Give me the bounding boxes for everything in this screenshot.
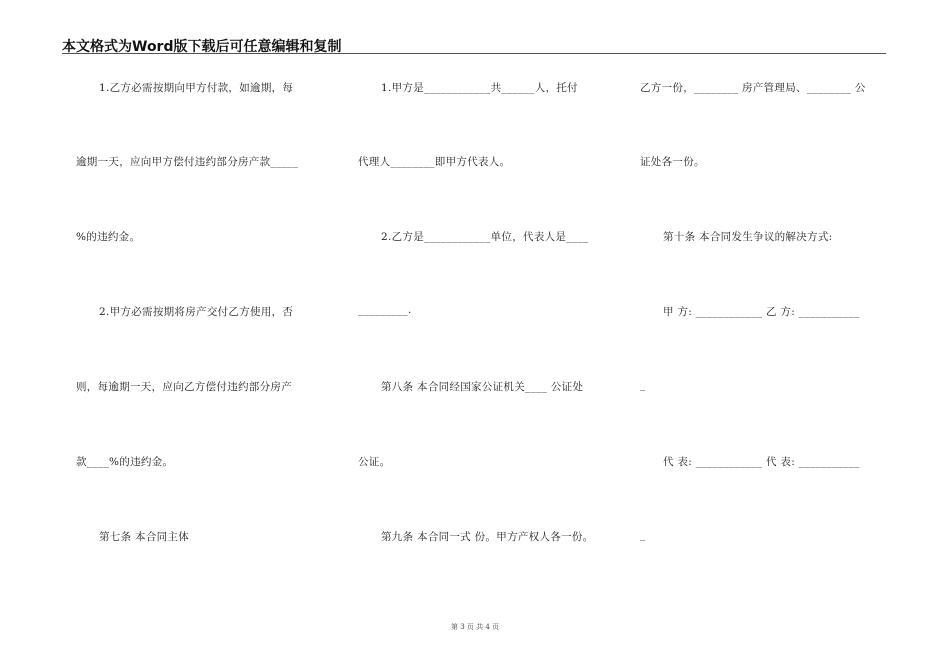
col2-line-5: 第八条 本合同经国家公证机关____ 公证处: [381, 381, 584, 393]
col1-line-7: 第七条 本合同主体: [99, 531, 190, 543]
col2-line-4: _________.: [358, 304, 412, 316]
col1-line-1: 1.乙方必需按期向甲方付款，如逾期，每: [99, 82, 294, 94]
document-header-title: 本文格式为Word版下载后可任意编辑和复制: [62, 39, 342, 55]
col3-line-3: 第十条 本合同发生争议的解决方式:: [663, 231, 833, 243]
page-footer: 第 3 页 共 4 页: [450, 623, 500, 631]
col3-line-6: 代 表: ____________ 代 表: ___________: [663, 456, 860, 468]
col3-line-7: _: [640, 529, 646, 541]
col1-line-6: 款____%的违约金。: [76, 456, 174, 468]
col1-line-3: %的违约金。: [76, 231, 141, 243]
col2-line-3: 2.乙方是____________单位，代表人是____: [381, 231, 589, 243]
col2-line-2: 代理人________即甲方代表人。: [358, 156, 511, 168]
header-divider: [62, 53, 886, 54]
col3-line-1: 乙方一份，________ 房产管理局、________ 公: [640, 82, 866, 94]
col2-line-6: 公证。: [358, 456, 391, 468]
col3-line-2: 证处各一份。: [640, 156, 705, 168]
col3-line-4: 甲 方: ____________ 乙 方: ___________: [663, 306, 860, 318]
col2-line-7: 第九条 本合同一式 份。甲方产权人各一份。: [381, 531, 594, 543]
col2-line-1: 1.甲方是____________共______人，托付: [381, 82, 578, 94]
col1-line-5: 则，每逾期一天，应向乙方偿付违约部分房产: [76, 381, 292, 393]
col1-line-4: 2.甲方必需按期将房产交付乙方使用，否: [99, 306, 294, 318]
col1-line-2: 逾期一天，应向甲方偿付违约部分房产款_____: [76, 156, 299, 168]
col3-line-5: _: [640, 379, 646, 391]
